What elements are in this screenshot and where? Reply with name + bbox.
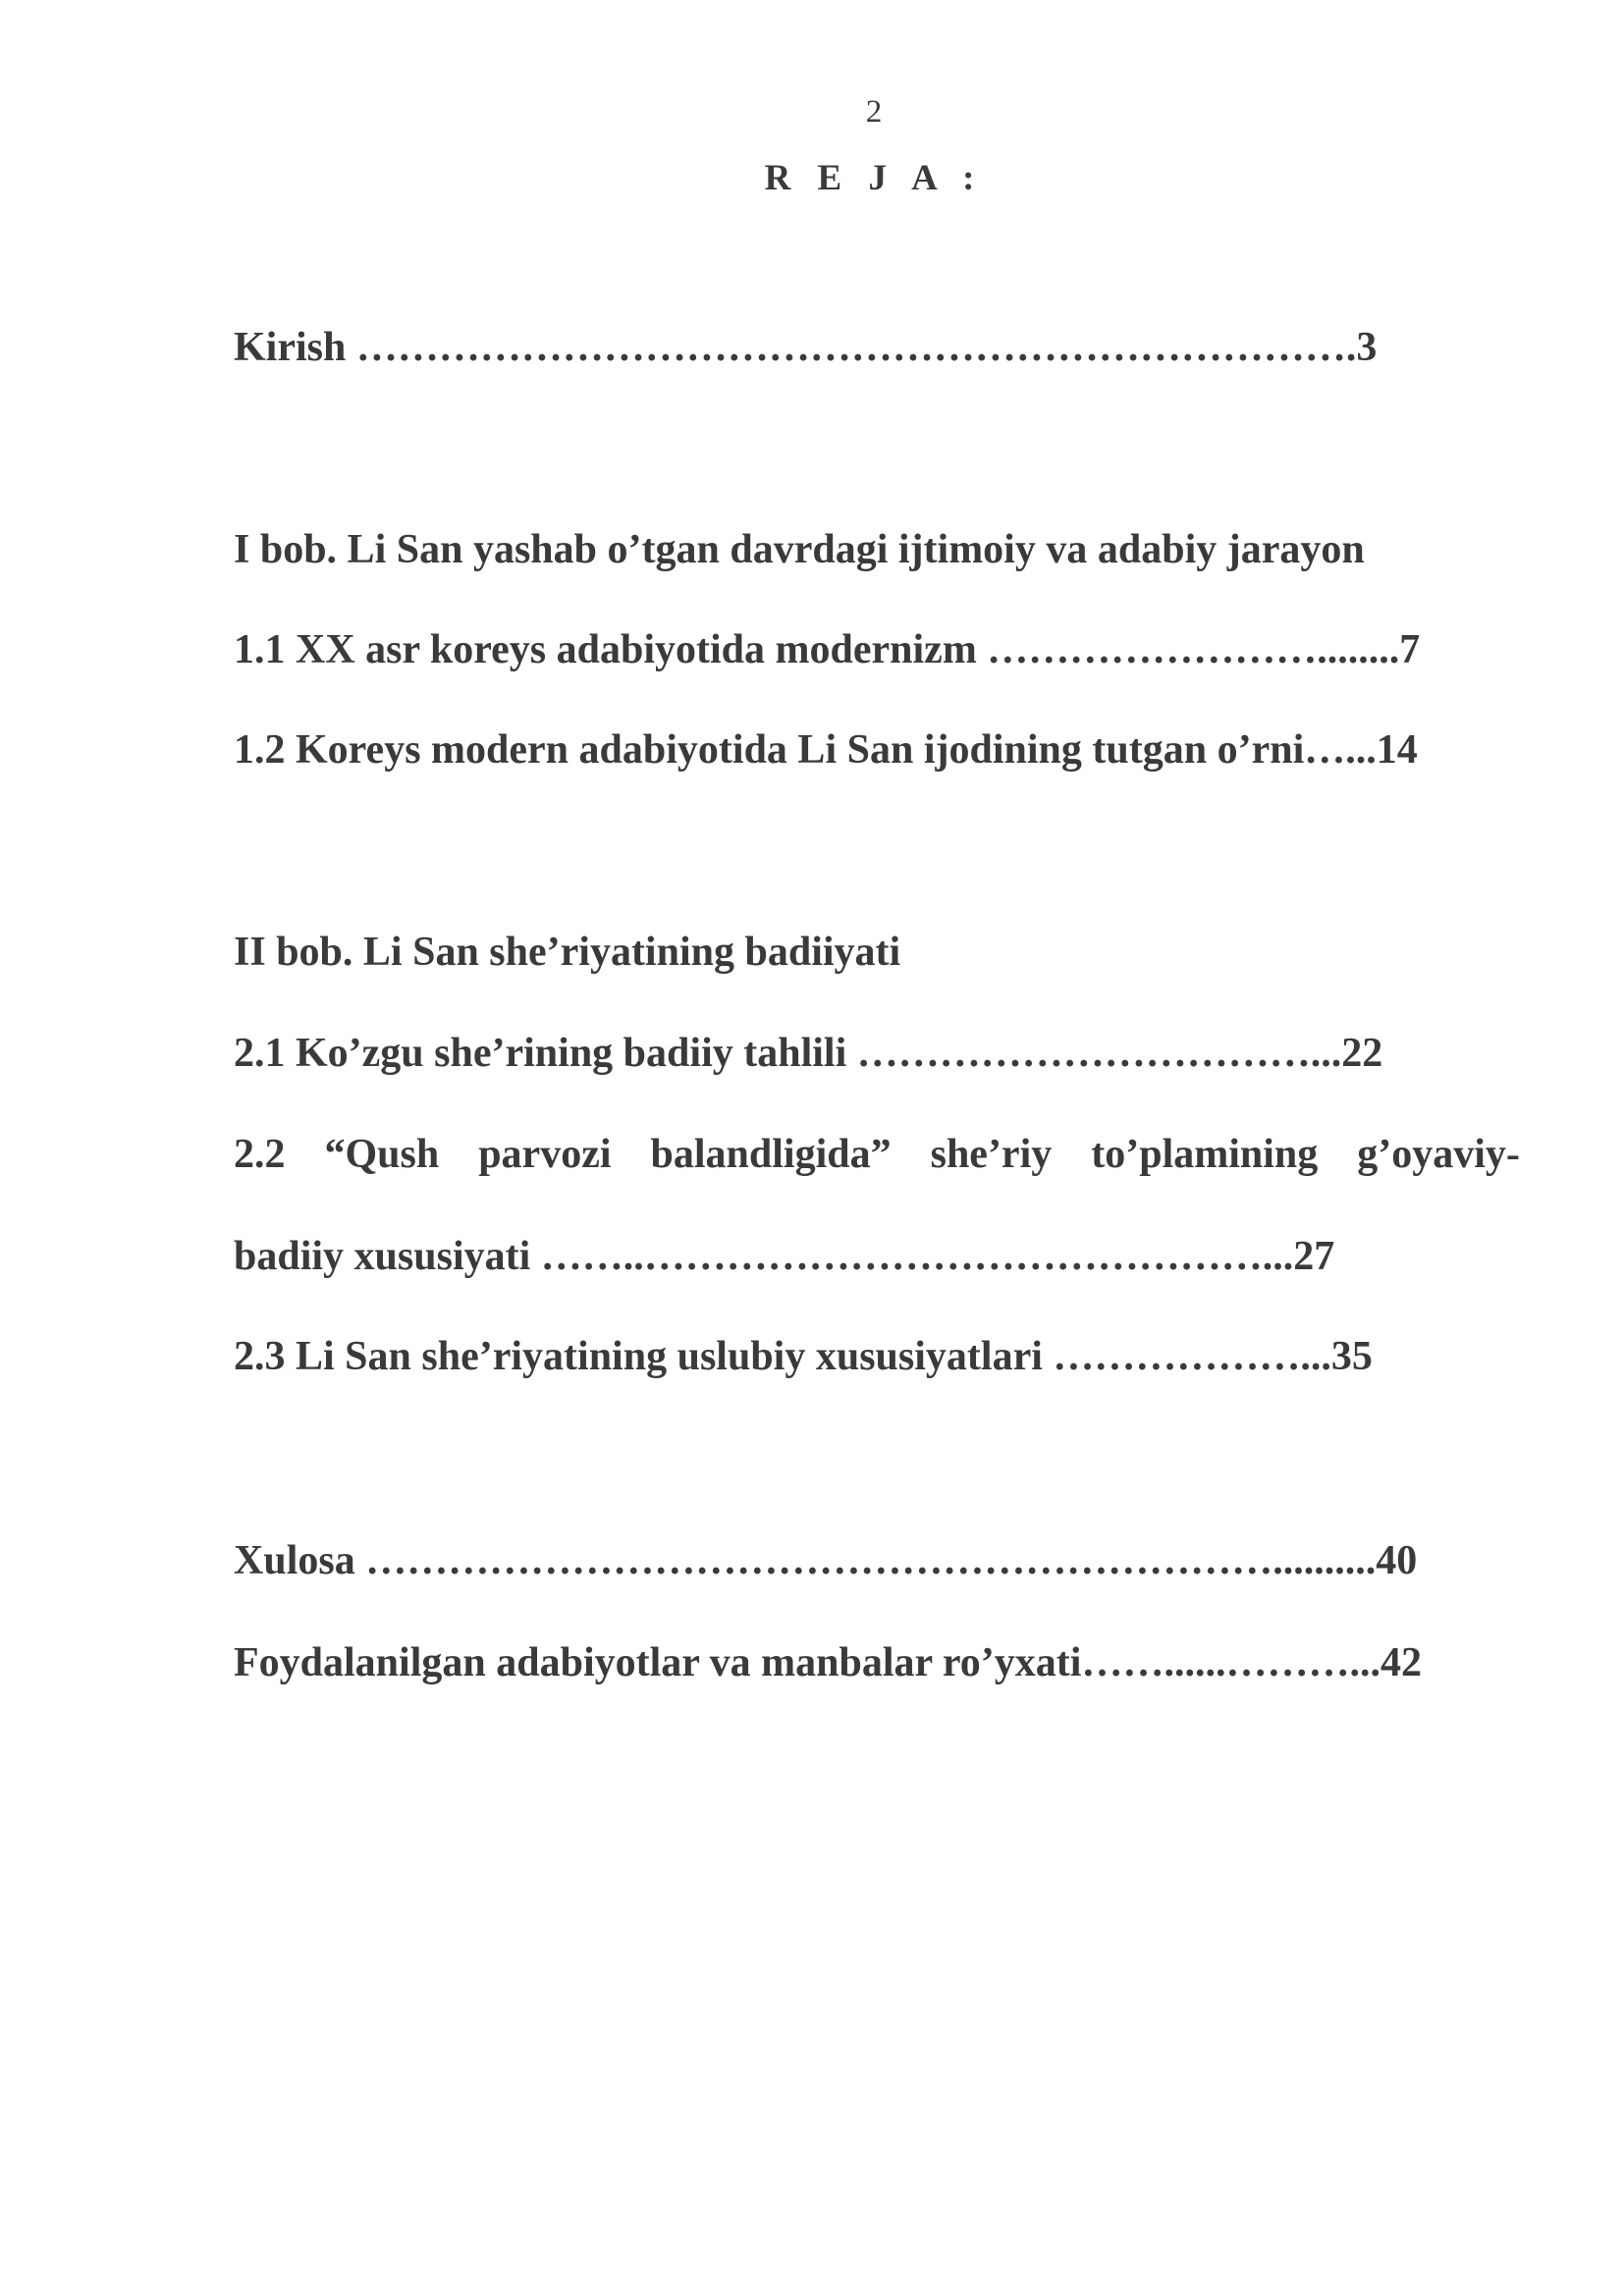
toc-word: to’plamining [1091, 1132, 1319, 1177]
toc-entry-1-1: 1.1 XX asr koreys adabiyotida modernizm ……………………........7 [234, 627, 1421, 672]
toc-word: g’oyaviy- [1357, 1132, 1520, 1177]
toc-entry-foydalanilgan: Foydalanilgan adabiyotlar va manbalar ro’yxati……......………...42 [234, 1640, 1422, 1685]
plan-title: R E J A : [764, 158, 984, 198]
toc-entry-2-1: 2.1 Ko’zgu she’rining badiiy tahlili ……………………………...22 [234, 1031, 1383, 1076]
toc-entry-xulosa: Xulosa …………………………………………………………..........40 [234, 1538, 1418, 1583]
toc-entry-1-2: 1.2 Koreys modern adabiyotida Li San ijodining tutgan o’rni…...14 [234, 727, 1418, 773]
toc-chapter-2-title: II bob. Li San she’riyatining badiiyati [234, 930, 901, 975]
toc-word: balandligida” [650, 1132, 892, 1177]
toc-word: 2.2 [234, 1132, 286, 1177]
toc-word: she’riy [930, 1132, 1053, 1177]
toc-entry-2-3: 2.3 Li San she’riyatining uslubiy xususiyatlari ………………...35 [234, 1334, 1373, 1379]
toc-entry-2-2-line-2: badiiy xususiyati ……..………………………………………...27 [234, 1234, 1335, 1279]
toc-entry-2-2-line-1 [234, 1131, 1520, 1178]
toc-word: “Qush [324, 1132, 440, 1177]
toc-word: parvozi [478, 1132, 612, 1177]
page-number: 2 [865, 94, 883, 130]
toc-entry-kirish: Kirish ……………………………………………………………….3 [234, 325, 1378, 370]
toc-chapter-1-title: I bob. Li San yashab o’tgan davrdagi ijtimoiy va adabiy jarayon [234, 527, 1365, 572]
